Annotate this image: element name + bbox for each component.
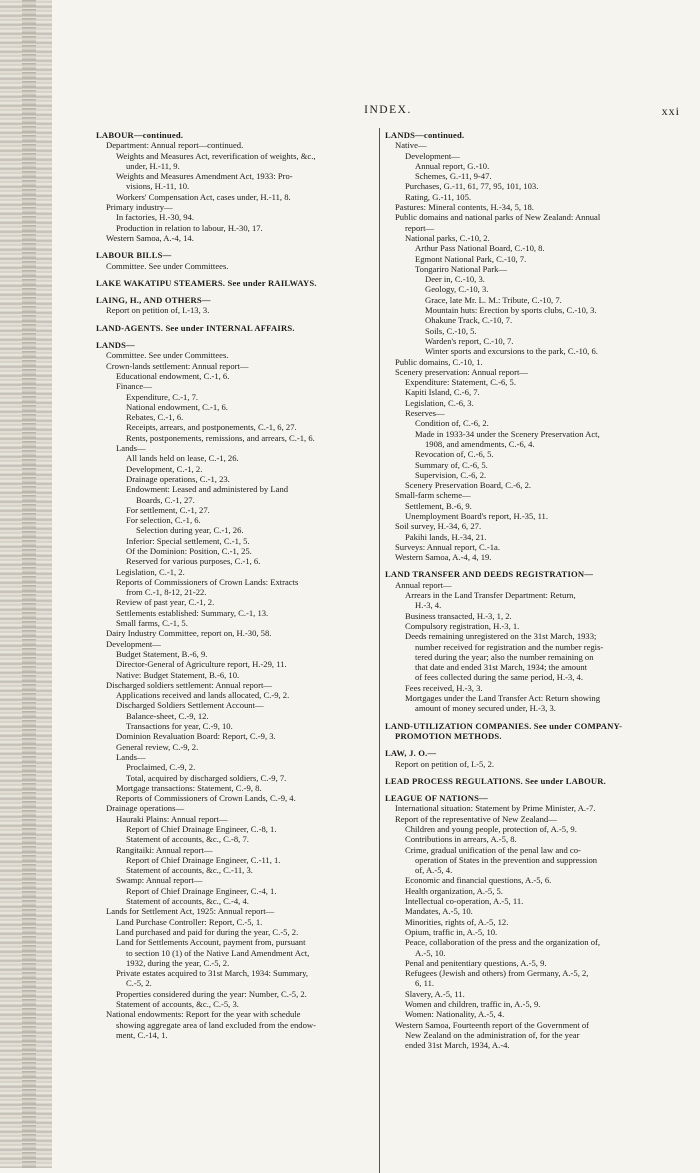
entry-spacer bbox=[385, 714, 681, 721]
index-entry: Report of Chief Drainage Engineer, C.-4, 1. bbox=[126, 885, 277, 896]
index-entry: Committee. See under Committees. bbox=[106, 260, 229, 271]
index-entry: Health organization, A.-5, 5. bbox=[405, 885, 503, 896]
index-entry: Winter sports and excursions to the park, C.-10, 6. bbox=[425, 346, 598, 357]
index-entry: tered during the year; also the number remaining on bbox=[415, 651, 594, 662]
index-entry: Egmont National Park, C.-10, 7. bbox=[415, 253, 527, 264]
index-entry: Statement of accounts, &c., C.-5, 3. bbox=[116, 999, 239, 1010]
entry-spacer bbox=[96, 243, 374, 250]
index-entry: Development— bbox=[405, 150, 460, 161]
index-entry: Land purchased and paid for during the year, C.-5, 2. bbox=[116, 926, 299, 937]
index-entry: Dairy Industry Committee, report on, H.-30, 58. bbox=[106, 628, 272, 639]
index-entry: Discharged Soldiers Settlement Account— bbox=[116, 700, 264, 711]
index-entry: Weights and Measures Amendment Act, 1933: Pro- bbox=[116, 171, 293, 182]
index-entry: General review, C.-9, 2. bbox=[116, 741, 199, 752]
index-entry: Lands— bbox=[116, 443, 146, 454]
index-entry: Western Samoa, A.-4, 4, 19. bbox=[395, 552, 492, 563]
index-entry: Statement of accounts, &c., C.-11, 3. bbox=[126, 865, 253, 876]
column-divider bbox=[379, 128, 380, 1173]
index-entry: Unemployment Board's report, H.-35, 11. bbox=[405, 510, 549, 521]
index-entry: Settlement, B.-6, 9. bbox=[405, 500, 472, 511]
index-entry: Compulsory registration, H.-3, 1. bbox=[405, 620, 520, 631]
index-entry: New Zealand on the administration of, for the year bbox=[405, 1029, 580, 1040]
page-header bbox=[96, 104, 680, 122]
left-index-column bbox=[96, 130, 374, 1040]
index-entry: Report of the representative of New Zealand— bbox=[395, 813, 557, 824]
index-entry: Ohakune Track, C.-10, 7. bbox=[425, 315, 513, 326]
index-entry: Business transacted, H.-3, 1, 2. bbox=[405, 610, 512, 621]
index-entry: Arrears in the Land Transfer Department: Return, bbox=[405, 590, 576, 601]
index-entry: All lands held on lease, C.-1, 26. bbox=[126, 453, 239, 464]
index-entry: operation of States in the prevention and suppression bbox=[415, 854, 598, 865]
index-entry: Pastures: Mineral contents, H.-34, 5, 18. bbox=[395, 202, 534, 213]
index-entry: Penal and penitentiary questions, A.-5, 9. bbox=[405, 957, 547, 968]
index-entry: Mandates, A.-5, 10. bbox=[405, 906, 473, 917]
index-entry: Transactions for year, C.-9, 10. bbox=[126, 721, 233, 732]
index-entry: Annual report, G.-10. bbox=[415, 160, 490, 171]
index-entry: Primary industry— bbox=[106, 202, 173, 213]
index-entry: Statement of accounts, &c., C.-4, 4. bbox=[126, 896, 249, 907]
index-entry: Contributions in arrears, A.-5, 8. bbox=[405, 834, 517, 845]
page-title: INDEX. bbox=[364, 104, 412, 116]
index-entry: Arthur Pass National Board, C.-10, 8. bbox=[415, 243, 545, 254]
index-heading: LAND TRANSFER AND DEEDS REGISTRATION— bbox=[385, 569, 594, 580]
index-heading: LANDS— bbox=[96, 340, 135, 351]
index-entry: Boards, C.-1, 27. bbox=[136, 494, 195, 505]
index-entry: In factories, H.-30, 94. bbox=[116, 212, 195, 223]
index-entry: Small-farm scheme— bbox=[395, 490, 471, 501]
index-entry: of fees collected during the same period, H.-3, 4. bbox=[415, 672, 583, 683]
index-entry: Mortgage transactions: Statement, C.-9, 8. bbox=[116, 782, 262, 793]
index-entry: Report of Chief Drainage Engineer, C.-8, 1. bbox=[126, 824, 277, 834]
index-entry: For settlement, C.-1, 27. bbox=[126, 504, 210, 515]
index-entry: Lands for Settlement Act, 1925: Annual report— bbox=[106, 906, 275, 917]
index-entry: For selection, C.-1, 6. bbox=[126, 515, 201, 526]
index-entry: Report on petition of, I.-13, 3. bbox=[106, 305, 210, 316]
index-entry: Selection during year, C.-1, 26. bbox=[136, 525, 244, 536]
index-entry: International situation: Statement by Prime Minister, A.-7. bbox=[395, 803, 596, 814]
index-entry: Dominion Revaluation Board: Report, C.-9, 3. bbox=[116, 731, 276, 742]
index-entry: Expenditure: Statement, C.-6, 5. bbox=[405, 377, 516, 388]
index-entry: Weights and Measures Act, reverification of weights, &c., bbox=[116, 150, 316, 161]
index-heading: LEAGUE OF NATIONS— bbox=[385, 793, 488, 804]
index-entry: C.-5, 2. bbox=[126, 978, 152, 989]
index-entry: Development— bbox=[106, 638, 161, 649]
entry-spacer bbox=[96, 316, 374, 323]
index-entry: A.-5, 10. bbox=[415, 947, 446, 958]
index-entry: Rangitaiki: Annual report— bbox=[116, 844, 213, 855]
index-entry: Public domains, C.-10, 1. bbox=[395, 356, 483, 367]
index-entry: Grace, late Mr. L. M.: Tribute, C.-10, 7. bbox=[425, 294, 562, 305]
index-entry: Production in relation to labour, H.-30, 17. bbox=[116, 222, 263, 233]
index-entry: Balance-sheet, C.-9, 12. bbox=[126, 710, 209, 721]
entry-spacer bbox=[385, 562, 681, 569]
index-entry: Peace, collaboration of the press and the organization of, bbox=[405, 937, 601, 948]
index-entry: National parks, C.-10, 2. bbox=[405, 232, 490, 243]
index-heading: LABOUR—continued. bbox=[96, 130, 184, 140]
index-entry: Western Samoa, Fourteenth report of the Government of bbox=[395, 1019, 590, 1030]
index-entry: Of the Dominion: Position, C.-1, 25. bbox=[126, 545, 252, 556]
index-entry: Fees received, H.-3, 3. bbox=[405, 682, 483, 693]
index-entry: Mortgages under the Land Transfer Act: Return showing bbox=[405, 693, 600, 704]
index-entry: Proclaimed, C.-9, 2. bbox=[126, 762, 196, 773]
book-binding-edge bbox=[0, 0, 52, 1168]
index-entry: H.-3, 4. bbox=[415, 600, 442, 611]
index-entry: Finance— bbox=[116, 381, 152, 392]
index-entry: Minorities, rights of, A.-5, 12. bbox=[405, 916, 509, 927]
index-entry: Surveys: Annual report, C.-1a. bbox=[395, 541, 501, 552]
index-entry: Purchases, G.-11, 61, 77, 95, 101, 103. bbox=[405, 181, 539, 192]
index-entry: Department: Annual report—continued. bbox=[106, 140, 244, 151]
index-entry: Expenditure, C.-1, 7. bbox=[126, 391, 199, 402]
index-entry: under, H.-11, 9. bbox=[126, 160, 180, 171]
index-entry: Total, acquired by discharged soldiers, C.-9, 7. bbox=[126, 772, 287, 783]
index-entry: Supervision, C.-6, 2. bbox=[415, 469, 487, 480]
index-entry: Opium, traffic in, A.-5, 10. bbox=[405, 926, 498, 937]
index-entry: Report on petition of, I.-5, 2. bbox=[395, 758, 495, 769]
index-entry: Review of past year, C.-1, 2. bbox=[116, 597, 215, 608]
index-heading: LAKE WAKATIPU STEAMERS. See under RAILWAYS. bbox=[96, 277, 317, 288]
index-entry: Crown-lands settlement: Annual report— bbox=[106, 360, 249, 371]
index-entry: Rents, postponements, remissions, and arrears, C.-1, 6. bbox=[126, 432, 315, 443]
index-entry: of, A.-5, 4. bbox=[415, 865, 453, 876]
index-entry: report— bbox=[405, 222, 435, 233]
index-entry: ment, C.-14, 1. bbox=[116, 1029, 168, 1040]
index-entry: Reports of Commissioners of Crown Lands: Extracts bbox=[116, 576, 299, 587]
index-entry: Endowment: Leased and administered by Land bbox=[126, 484, 289, 495]
index-entry: Legislation, C.-6, 3. bbox=[405, 397, 474, 408]
index-entry: Deeds remaining unregistered on the 31st March, 1933; bbox=[405, 631, 597, 642]
index-entry: Intellectual co-operation, A.-5, 11. bbox=[405, 896, 524, 907]
entry-spacer bbox=[96, 288, 374, 295]
index-entry: Women: Nationality, A.-5, 4. bbox=[405, 1009, 505, 1020]
index-entry: Children and young people, protection of, A.-5, 9. bbox=[405, 824, 577, 834]
index-entry: Refugees (Jewish and others) from Germany, A.-5, 2, bbox=[405, 968, 589, 979]
index-entry: Swamp: Annual report— bbox=[116, 875, 203, 886]
index-entry: Kapiti Island, C.-6, 7. bbox=[405, 387, 480, 398]
index-entry: Rating, G.-11, 105. bbox=[405, 191, 472, 202]
index-entry: showing aggregate area of land excluded from the endow- bbox=[116, 1019, 316, 1030]
index-entry: Western Samoa, A.-4, 14. bbox=[106, 232, 194, 243]
index-entry: Crime, gradual unification of the penal law and co- bbox=[405, 844, 581, 855]
index-entry: ended 31st March, 1934, A.-4. bbox=[405, 1040, 510, 1051]
index-entry: Economic and financial questions, A.-5, 6. bbox=[405, 875, 552, 886]
index-entry: Report of Chief Drainage Engineer, C.-11, 1. bbox=[126, 854, 281, 865]
index-heading: PROMOTION METHODS. bbox=[395, 730, 502, 741]
index-entry: Inferior: Special settlement, C.-1, 5. bbox=[126, 535, 250, 546]
index-entry: 1908, and amendments, C.-6, 4. bbox=[425, 438, 535, 449]
index-entry: Lands— bbox=[116, 751, 146, 762]
index-entry: Tongariro National Park— bbox=[415, 263, 507, 274]
index-entry: Applications received and lands allocated, C.-9, 2. bbox=[116, 690, 290, 701]
index-entry: Small farms, C.-1, 5. bbox=[116, 618, 188, 629]
index-entry: 6, 11. bbox=[415, 978, 435, 989]
entry-spacer bbox=[385, 769, 681, 776]
index-entry: visions, H.-11, 10. bbox=[126, 181, 190, 192]
index-entry: Drainage operations, C.-1, 23. bbox=[126, 473, 230, 484]
index-entry: that date and ended 31st March, 1934; the amount bbox=[415, 662, 588, 673]
index-entry: Properties considered during the year: Number, C.-5, 2. bbox=[116, 988, 307, 999]
index-entry: Soils, C.-10, 5. bbox=[425, 325, 477, 336]
index-entry: Warden's report, C.-10, 7. bbox=[425, 335, 514, 346]
index-heading: LEAD PROCESS REGULATIONS. See under LABOUR. bbox=[385, 775, 607, 786]
index-entry: Native— bbox=[395, 140, 427, 151]
index-entry: Reserves— bbox=[405, 408, 445, 419]
index-heading: LAING, H., AND OTHERS— bbox=[96, 295, 211, 306]
index-entry: Slavery, A.-5, 11. bbox=[405, 988, 465, 999]
page-number: xxi bbox=[661, 104, 680, 118]
index-entry: Mountain huts: Erection by sports clubs, C.-10, 3. bbox=[425, 305, 597, 316]
index-entry: Deer in, C.-10, 3. bbox=[425, 274, 485, 285]
index-entry: Rebates, C.-1, 6. bbox=[126, 412, 184, 423]
index-entry: to section 10 (1) of the Native Land Amendment Act, bbox=[126, 947, 310, 958]
index-entry: Scenery preservation: Annual report— bbox=[395, 366, 528, 377]
index-entry: 1932, during the year, C.-5, 2. bbox=[126, 957, 230, 968]
index-entry: Geology, C.-10, 3. bbox=[425, 284, 489, 295]
index-heading: LABOUR BILLS— bbox=[96, 250, 172, 261]
index-entry: number received for registration and the number regis- bbox=[415, 641, 604, 652]
index-entry: Educational endowment, C.-1, 6. bbox=[116, 370, 230, 381]
index-entry: Reports of Commissioners of Crown Lands, C.-9, 4. bbox=[116, 793, 296, 804]
index-entry: Committee. See under Committees. bbox=[106, 350, 229, 361]
index-entry: Pakihi lands, H.-34, 21. bbox=[405, 531, 487, 542]
index-entry: National endowments: Report for the year with schedule bbox=[106, 1009, 301, 1020]
index-entry: Native: Budget Statement, B.-6, 10. bbox=[116, 669, 240, 680]
index-entry: Made in 1933-34 under the Scenery Preservation Act, bbox=[415, 428, 600, 439]
index-entry: Hauraki Plains: Annual report— bbox=[116, 813, 228, 824]
index-entry: Receipts, arrears, and postponements, C.-1, 6, 27. bbox=[126, 422, 297, 433]
index-entry: Statement of accounts, &c., C.-8, 7. bbox=[126, 834, 249, 845]
index-entry: National endowment, C.-1, 6. bbox=[126, 401, 228, 412]
index-entry: from C.-1, 8-12, 21-22. bbox=[126, 587, 207, 598]
index-entry: Annual report— bbox=[395, 579, 452, 590]
index-entry: Scenery Preservation Board, C.-6, 2. bbox=[405, 480, 532, 491]
index-entry: Reserved for various purposes, C.-1, 6. bbox=[126, 556, 261, 567]
index-entry: Workers' Compensation Act, cases under, H.-11, 8. bbox=[116, 191, 291, 202]
index-entry: Drainage operations— bbox=[106, 803, 185, 814]
index-entry: Land Purchase Controller: Report, C.-5, 1. bbox=[116, 916, 263, 927]
index-entry: Director-General of Agriculture report, H.-29, 11. bbox=[116, 659, 287, 670]
index-entry: Public domains and national parks of New Zealand: Annual bbox=[395, 212, 601, 223]
index-entry: Discharged soldiers settlement: Annual report— bbox=[106, 679, 272, 690]
index-entry: Budget Statement, B.-6, 9. bbox=[116, 648, 208, 659]
index-entry: Women and children, traffic in, A.-5, 9. bbox=[405, 999, 541, 1010]
index-entry: Soil survey, H.-34, 6, 27. bbox=[395, 521, 482, 532]
entry-spacer bbox=[96, 271, 374, 278]
entry-spacer bbox=[385, 741, 681, 748]
index-entry: Summary of, C.-6, 5. bbox=[415, 459, 488, 470]
index-heading: LAW, J. O.— bbox=[385, 748, 437, 759]
index-entry: Legislation, C.-1, 2. bbox=[116, 566, 185, 577]
index-entry: Land for Settlements Account, payment from, pursuant bbox=[116, 937, 306, 948]
index-entry: Revocation of, C.-6, 5. bbox=[415, 449, 494, 460]
index-heading: LAND-UTILIZATION COMPANIES. See under COMPANY- bbox=[385, 720, 623, 731]
index-heading: LAND-AGENTS. See under INTERNAL AFFAIRS. bbox=[96, 322, 295, 333]
right-index-column bbox=[385, 130, 681, 1051]
index-entry: Condition of, C.-6, 2. bbox=[415, 418, 489, 429]
entry-spacer bbox=[385, 786, 681, 793]
index-entry: Schemes, G.-11, 9-47. bbox=[415, 171, 492, 182]
index-entry: Settlements established: Summary, C.-1, 13. bbox=[116, 607, 269, 618]
index-entry: Development, C.-1, 2. bbox=[126, 463, 203, 474]
index-entry: Private estates acquired to 31st March, 1934: Summary, bbox=[116, 968, 309, 979]
entry-spacer bbox=[96, 333, 374, 340]
index-heading: LANDS—continued. bbox=[385, 130, 465, 140]
index-entry: amount of money secured under, H.-3, 3. bbox=[415, 703, 556, 714]
